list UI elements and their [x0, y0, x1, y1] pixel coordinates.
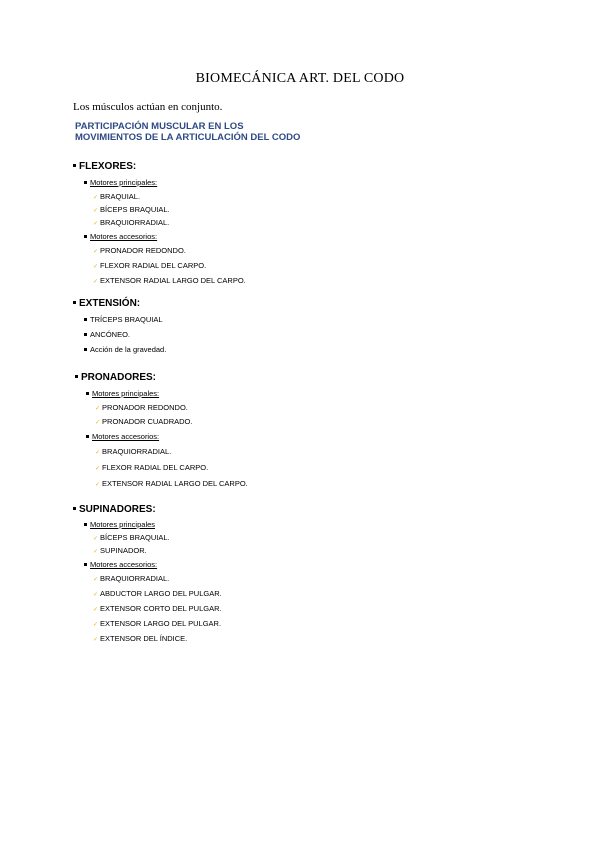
list-item: ✓ EXTENSOR DEL ÍNDICE. — [93, 634, 188, 643]
check-icon: ✓ — [93, 549, 99, 555]
check-icon: ✓ — [93, 221, 99, 227]
list-item: ✓ PRONADOR REDONDO. — [93, 246, 186, 255]
list-item: Acción de la gravedad. — [84, 345, 166, 354]
bullet-icon — [84, 563, 87, 566]
pronadores-principales-label: Motores principales: — [86, 389, 159, 398]
check-icon: ✓ — [93, 536, 99, 542]
check-icon: ✓ — [93, 622, 99, 628]
bullet-icon — [73, 301, 76, 304]
list-item: TRÍCEPS BRAQUIAL — [84, 315, 163, 324]
bullet-icon — [86, 435, 89, 438]
subtitle-line-2: MOVIMIENTOS DE LA ARTICULACIÓN DEL CODO — [75, 132, 301, 143]
list-item: ✓ PRONADOR CUADRADO. — [95, 417, 193, 426]
list-item: ✓ FLEXOR RADIAL DEL CARPO. — [93, 261, 207, 270]
check-icon: ✓ — [95, 406, 101, 412]
subtitle-line-1: PARTICIPACIÓN MUSCULAR EN LOS — [75, 121, 244, 132]
check-icon: ✓ — [93, 195, 99, 201]
list-item: ✓ ABDUCTOR LARGO DEL PULGAR. — [93, 589, 222, 598]
bullet-icon — [84, 181, 87, 184]
heading-flexores — [73, 161, 136, 172]
bullet-icon — [84, 333, 87, 336]
supinadores-accesorios-label: Motores accesorios: — [84, 560, 157, 569]
check-icon: ✓ — [93, 264, 99, 270]
pronadores-accesorios-label: Motores accesorios: — [86, 432, 159, 441]
bullet-icon — [73, 507, 76, 510]
check-icon: ✓ — [95, 482, 101, 488]
heading-label: SUPINADORES: — [79, 504, 156, 515]
bullet-icon — [73, 164, 76, 167]
check-icon: ✓ — [93, 607, 99, 613]
heading-pronadores — [75, 372, 156, 383]
list-item: ✓ BRAQUIORRADIAL. — [93, 218, 170, 227]
check-icon: ✓ — [93, 208, 99, 214]
check-icon: ✓ — [93, 637, 99, 643]
bullet-icon — [86, 392, 89, 395]
list-item: ✓ FLEXOR RADIAL DEL CARPO. — [95, 463, 209, 472]
flexores-principales-label: Motores principales: — [84, 178, 157, 187]
list-item: ✓ BRAQUIORRADIAL. — [95, 447, 172, 456]
intro-text: Los músculos actúan en conjunto. — [73, 101, 223, 113]
check-icon: ✓ — [93, 249, 99, 255]
list-item: ✓ EXTENSOR LARGO DEL PULGAR. — [93, 619, 222, 628]
list-item: ✓ BÍCEPS BRAQUIAL. — [93, 205, 170, 214]
list-item: ✓ EXTENSOR CORTO DEL PULGAR. — [93, 604, 222, 613]
flexores-accesorios-label: Motores accesorios: — [84, 232, 157, 241]
list-item: ✓ BRAQUIAL. — [93, 192, 141, 201]
check-icon: ✓ — [93, 577, 99, 583]
bullet-icon — [84, 523, 87, 526]
list-item: ✓ BÍCEPS BRAQUIAL. — [93, 533, 170, 542]
page-title: BIOMECÁNICA ART. DEL CODO — [195, 71, 405, 86]
bullet-icon — [84, 348, 87, 351]
supinadores-principales-label: Motores principales — [84, 520, 155, 529]
bullet-icon — [84, 318, 87, 321]
bullet-icon — [75, 375, 78, 378]
list-item: ✓ PRONADOR REDONDO. — [95, 403, 188, 412]
check-icon: ✓ — [93, 279, 99, 285]
check-icon: ✓ — [95, 420, 101, 426]
heading-label: EXTENSIÓN: — [79, 298, 141, 309]
list-item: ✓ BRAQUIORRADIAL. — [93, 574, 170, 583]
heading-label: FLEXORES: — [79, 161, 137, 172]
check-icon: ✓ — [95, 450, 101, 456]
heading-extension — [73, 298, 140, 309]
list-item: ✓ EXTENSOR RADIAL LARGO DEL CARPO. — [93, 276, 246, 285]
heading-supinadores — [73, 504, 156, 515]
section-subtitle — [75, 121, 300, 143]
list-item: ✓ EXTENSOR RADIAL LARGO DEL CARPO. — [95, 479, 248, 488]
list-item: ANCÓNEO. — [84, 330, 130, 339]
check-icon: ✓ — [93, 592, 99, 598]
list-item: ✓ SUPINADOR. — [93, 546, 147, 555]
heading-label: PRONADORES: — [81, 372, 157, 383]
check-icon: ✓ — [95, 466, 101, 472]
bullet-icon — [84, 235, 87, 238]
